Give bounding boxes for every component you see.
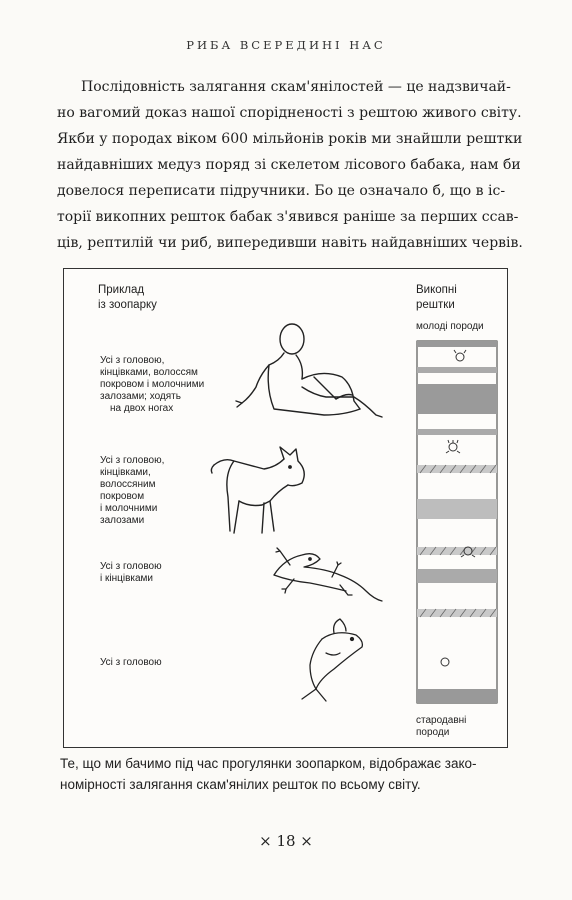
group-line: покровом і молочними: [100, 379, 205, 390]
paragraph-line: Якби у породах віком 600 мільйонів років ми знайшли рештки: [57, 131, 523, 147]
group-line: покровом: [100, 491, 145, 502]
old-rocks-line: стародавні: [416, 715, 467, 726]
group-line: кінцівками,: [100, 467, 151, 478]
left-header-line: Приклад: [98, 284, 145, 296]
group-line: Усі з головою,: [100, 355, 165, 366]
group-line: на двох ногах: [110, 403, 174, 414]
right-header-line: рештки: [416, 299, 455, 311]
body-paragraph: [57, 74, 527, 256]
caption-line: номірності залягання скам'янілих решток по всьому світу.: [60, 777, 421, 792]
stratum-mid: [417, 499, 497, 519]
strata-column: [417, 341, 497, 703]
running-head: РИБА ВСЕРЕДИНІ НАС: [186, 38, 386, 52]
dog-figure: [211, 447, 304, 533]
paragraph-line: ців, рептилій чи риб, випередивши навіть найдавніших червів.: [57, 235, 523, 251]
paragraph-line: найдавніших медуз поряд зі скелетом лісового бабака, нам би: [57, 157, 521, 173]
group-line: і кінцівками: [100, 573, 153, 584]
left-header-line: із зоопарку: [98, 299, 157, 311]
fossil-record-figure: [63, 268, 508, 748]
right-header-line: Викопні: [416, 284, 457, 296]
group-line: і молочними: [100, 503, 158, 514]
figure-caption: [60, 753, 530, 795]
group-line: волоссяним: [100, 479, 156, 490]
lizard-figure: [274, 548, 382, 601]
group-line: Усі з головою: [100, 657, 162, 668]
group-line: Усі з головою: [100, 561, 162, 572]
paragraph-line: торії викопних решток бабак з'явився раніше за перших ссав-: [57, 209, 519, 225]
caption-line: Те, що ми бачимо під час прогулянки зоопарком, відображає зако-: [60, 756, 477, 771]
group-line: кінцівками, волоссям: [100, 367, 198, 378]
group-line: залозами; ходять: [100, 391, 181, 402]
stratum-dark: [417, 384, 497, 414]
old-rocks-line: породи: [416, 727, 450, 738]
page-number: × 18 ×: [259, 832, 313, 850]
paragraph-line: но вагомий доказ нашої спорідненості з рештою живого світу.: [57, 105, 522, 121]
young-rocks-label: молоді породи: [416, 321, 484, 332]
group-line: залозами: [100, 515, 145, 526]
fish-figure: [302, 619, 362, 701]
paragraph-line: довелося переписати підручники. Бо це означало б, що в іс-: [57, 183, 506, 199]
figure-drawings: [64, 269, 509, 749]
group-line: Усі з головою,: [100, 455, 165, 466]
paragraph-line: Послідовність залягання скам'янілостей — це надзвичай-: [81, 79, 511, 95]
human-figure: [236, 324, 382, 417]
